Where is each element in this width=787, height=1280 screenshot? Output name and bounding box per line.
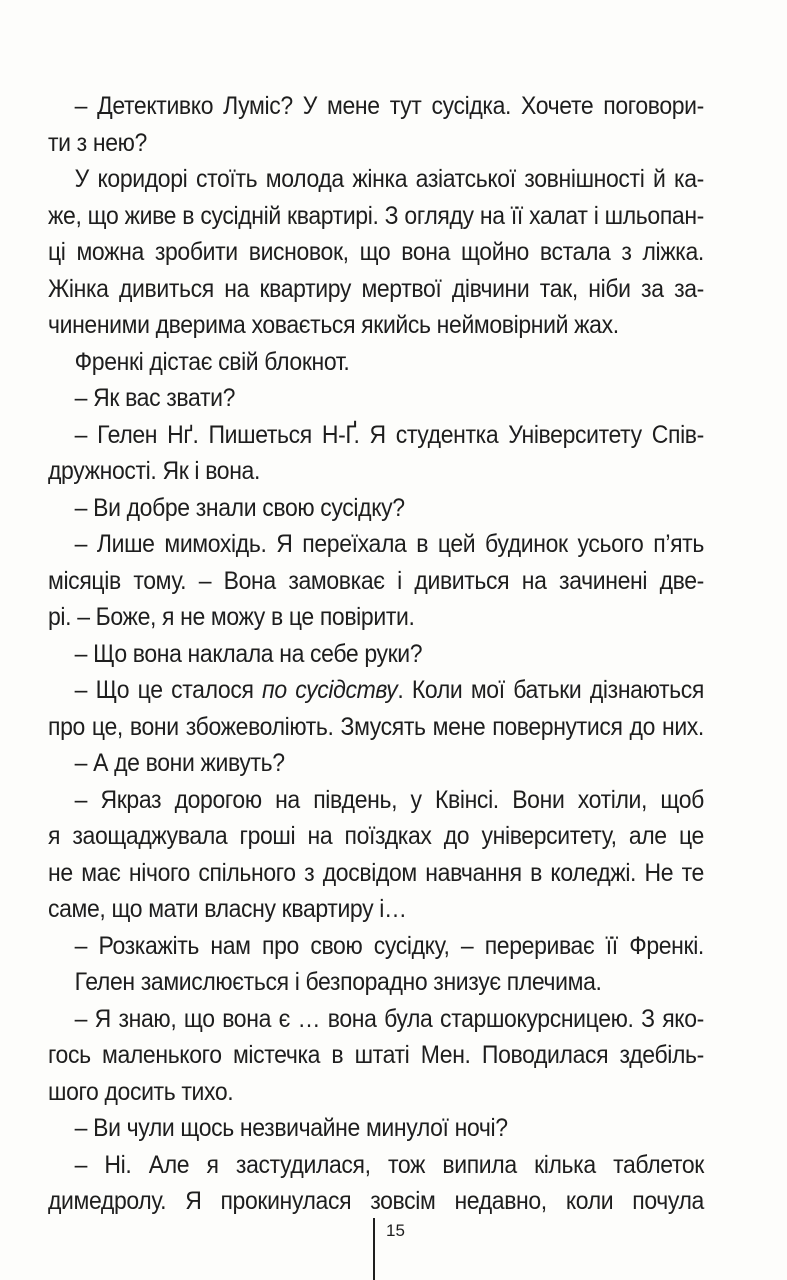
text-line: шого досить тихо. xyxy=(48,1077,234,1106)
text-fragment: . Коли мої батьки дізнаються xyxy=(397,676,704,704)
text-line: ти з нею? xyxy=(48,128,147,157)
text-line: – Ви чули щось незвичайне минулої ночі? xyxy=(74,1114,508,1142)
text-line: – Що вона наклала на себе руки? xyxy=(74,639,423,668)
body-text xyxy=(48,88,704,1220)
text-line: Френкі дістає свій блокнот. xyxy=(74,347,350,376)
text-line: – Розкажіть нам про свою сусідку, – перериває її Френкі. xyxy=(74,931,704,960)
text-line: – Детективко Луміс? У мене тут сусідка. Хочете поговори- xyxy=(74,92,704,120)
text-fragment: – Що це сталося xyxy=(74,676,263,704)
text-line: же, що живе в сусідній квартирі. З огляду на її халат і шльопан- xyxy=(48,201,704,230)
text-line: Гелен замислюється і безпорадно знизує плечима. xyxy=(74,968,602,996)
text-line: димедролу. Я прокинулася зовсім недавно, коли почула xyxy=(48,1187,704,1215)
text-line: не має нічого спільного з досвідом навчання в коледжі. Не те xyxy=(48,858,704,887)
text-line: місяців тому. – Вона замовкає і дивиться на зачинені две- xyxy=(48,566,704,595)
footer-divider xyxy=(373,1218,375,1280)
text-line: – А де вони живуть? xyxy=(74,749,285,777)
text-line: дружності. Як і вона. xyxy=(48,457,260,485)
text-line: – Ні. Але я застудилася, тож випила кілька таблеток xyxy=(74,1150,704,1179)
text-line: я заощаджувала гроші на поїздках до університету, але це xyxy=(48,822,704,850)
italic-emphasis: по сусідству xyxy=(262,676,398,704)
text-line: – Ви добре знали свою сусідку? xyxy=(74,493,405,522)
text-line: саме, що мати власну квартиру і… xyxy=(48,895,407,923)
text-line: – Якраз дорогою на південь, у Квінсі. Вони хотіли, щоб xyxy=(74,785,704,814)
text-line xyxy=(48,672,704,709)
text-line: У коридорі стоїть молода жінка азіатської зовнішності й ка- xyxy=(74,165,704,193)
text-line: ці можна зробити висновок, що вона щойно встала з ліжка. xyxy=(48,238,704,266)
text-line: – Я знаю, що вона є … вона була старшокурсницею. З яко- xyxy=(74,1004,704,1033)
page-number: 15 xyxy=(386,1221,405,1240)
text-line: Жінка дивиться на квартиру мертвої дівчини так, ніби за за- xyxy=(48,274,704,303)
text-line: гось маленького містечка в штаті Мен. Поводилася здебіль- xyxy=(48,1041,704,1069)
text-line: про це, вони збожеволіють. Змусять мене повернутися до них. xyxy=(48,712,704,741)
text-line: – Гелен Нґ. Пишеться Н-Ґ. Я студентка Університету Спів- xyxy=(74,420,704,449)
text-line: – Лише мимохідь. Я переїхала в цей будинок усього п’ять xyxy=(74,530,704,558)
text-line: чиненими дверима ховається якийсь неймовірний жах. xyxy=(48,311,619,339)
text-line: – Як вас звати? xyxy=(74,384,236,412)
text-line: рі. – Боже, я не можу в це повірити. xyxy=(48,603,415,631)
